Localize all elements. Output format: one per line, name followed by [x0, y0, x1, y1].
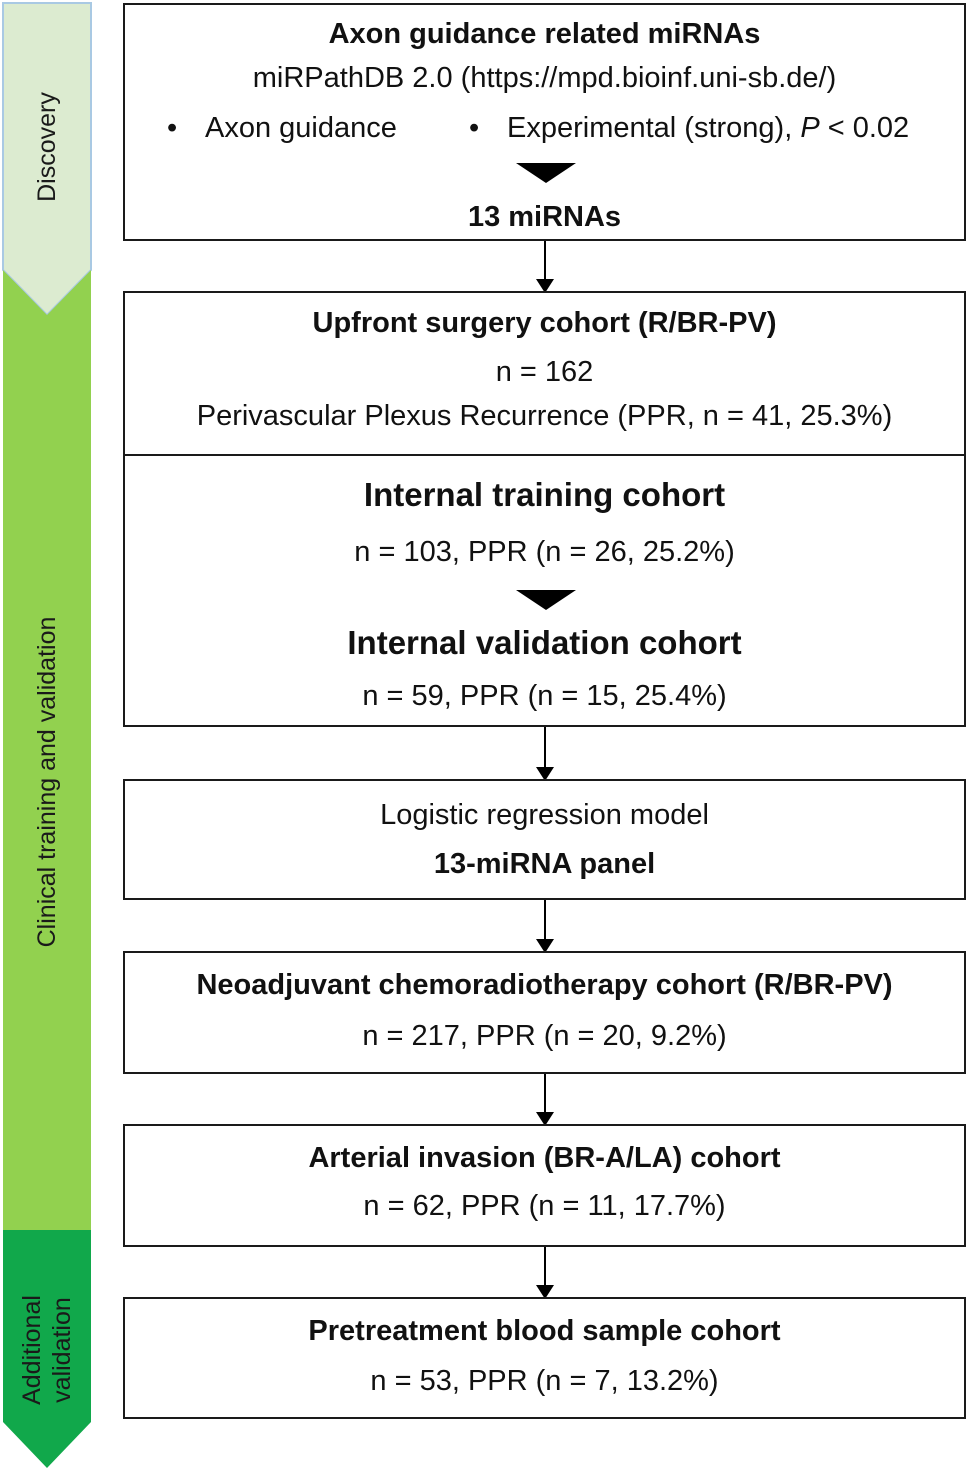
- upfront-n: n = 162: [495, 356, 594, 388]
- discovery-title: Axon guidance related miRNAs: [328, 18, 761, 50]
- model-box: [123, 779, 966, 900]
- clinical-phase-label: Clinical training and validation: [33, 616, 61, 948]
- arrow-down-icon: [544, 1247, 546, 1297]
- arrow-down-icon: [544, 1074, 546, 1124]
- arrow-down-icon: [544, 900, 546, 951]
- upfront-title: Upfront surgery cohort (R/BR-PV): [312, 307, 777, 339]
- experimental-suffix: < 0.02: [819, 112, 910, 144]
- arterial-title: Arterial invasion (BR-A/LA) cohort: [308, 1142, 781, 1174]
- experimental-criterion: [507, 112, 909, 145]
- experimental-prefix: Experimental (strong),: [507, 112, 801, 144]
- upfront-surgery-box: [123, 291, 966, 456]
- neoadjuvant-box: [123, 951, 966, 1074]
- bullet-dot-2: •: [469, 112, 480, 144]
- neoadjuvant-stats: n = 217, PPR (n = 20, 9.2%): [362, 1020, 727, 1052]
- blood-title: Pretreatment blood sample cohort: [308, 1315, 781, 1347]
- discovery-box: [123, 3, 966, 241]
- validation-stats: n = 59, PPR (n = 15, 25.4%): [362, 680, 727, 712]
- neoadjuvant-title: Neoadjuvant chemoradiotherapy cohort (R/BR-PV): [196, 969, 893, 1001]
- arrow-down-icon: [544, 241, 546, 291]
- upfront-ppr: Perivascular Plexus Recurrence (PPR, n = 41, 25.3%): [196, 400, 893, 432]
- arrow-down-icon: [544, 727, 546, 779]
- blood-stats: n = 53, PPR (n = 7, 13.2%): [370, 1365, 719, 1397]
- arterial-box: [123, 1124, 966, 1247]
- down-triangle-icon: [516, 590, 576, 610]
- model-line2: 13-miRNA panel: [433, 848, 656, 880]
- training-title: Internal training cohort: [363, 476, 726, 513]
- training-stats: n = 103, PPR (n = 26, 25.2%): [354, 536, 735, 568]
- axon-guidance-criterion: Axon guidance: [205, 112, 397, 144]
- arterial-stats: n = 62, PPR (n = 11, 17.7%): [363, 1190, 726, 1222]
- validation-title: Internal validation cohort: [347, 624, 742, 661]
- additional-phase-label-line2: validation: [48, 1297, 76, 1403]
- down-triangle-icon: [516, 163, 576, 183]
- internal-cohorts-box: [123, 454, 966, 727]
- blood-sample-box: [123, 1297, 966, 1419]
- additional-phase-label-line1: Additional: [18, 1295, 46, 1405]
- additional-phase-label: [17, 1295, 77, 1405]
- p-value-symbol: P: [800, 112, 820, 144]
- discovery-phase-label: Discovery: [33, 92, 61, 202]
- discovery-source: miRPathDB 2.0 (https://mpd.bioinf.uni-sb.de/): [252, 62, 837, 94]
- discovery-result: 13 miRNAs: [467, 201, 622, 233]
- model-line1: Logistic regression model: [380, 799, 709, 831]
- bullet-dot-1: •: [167, 112, 178, 144]
